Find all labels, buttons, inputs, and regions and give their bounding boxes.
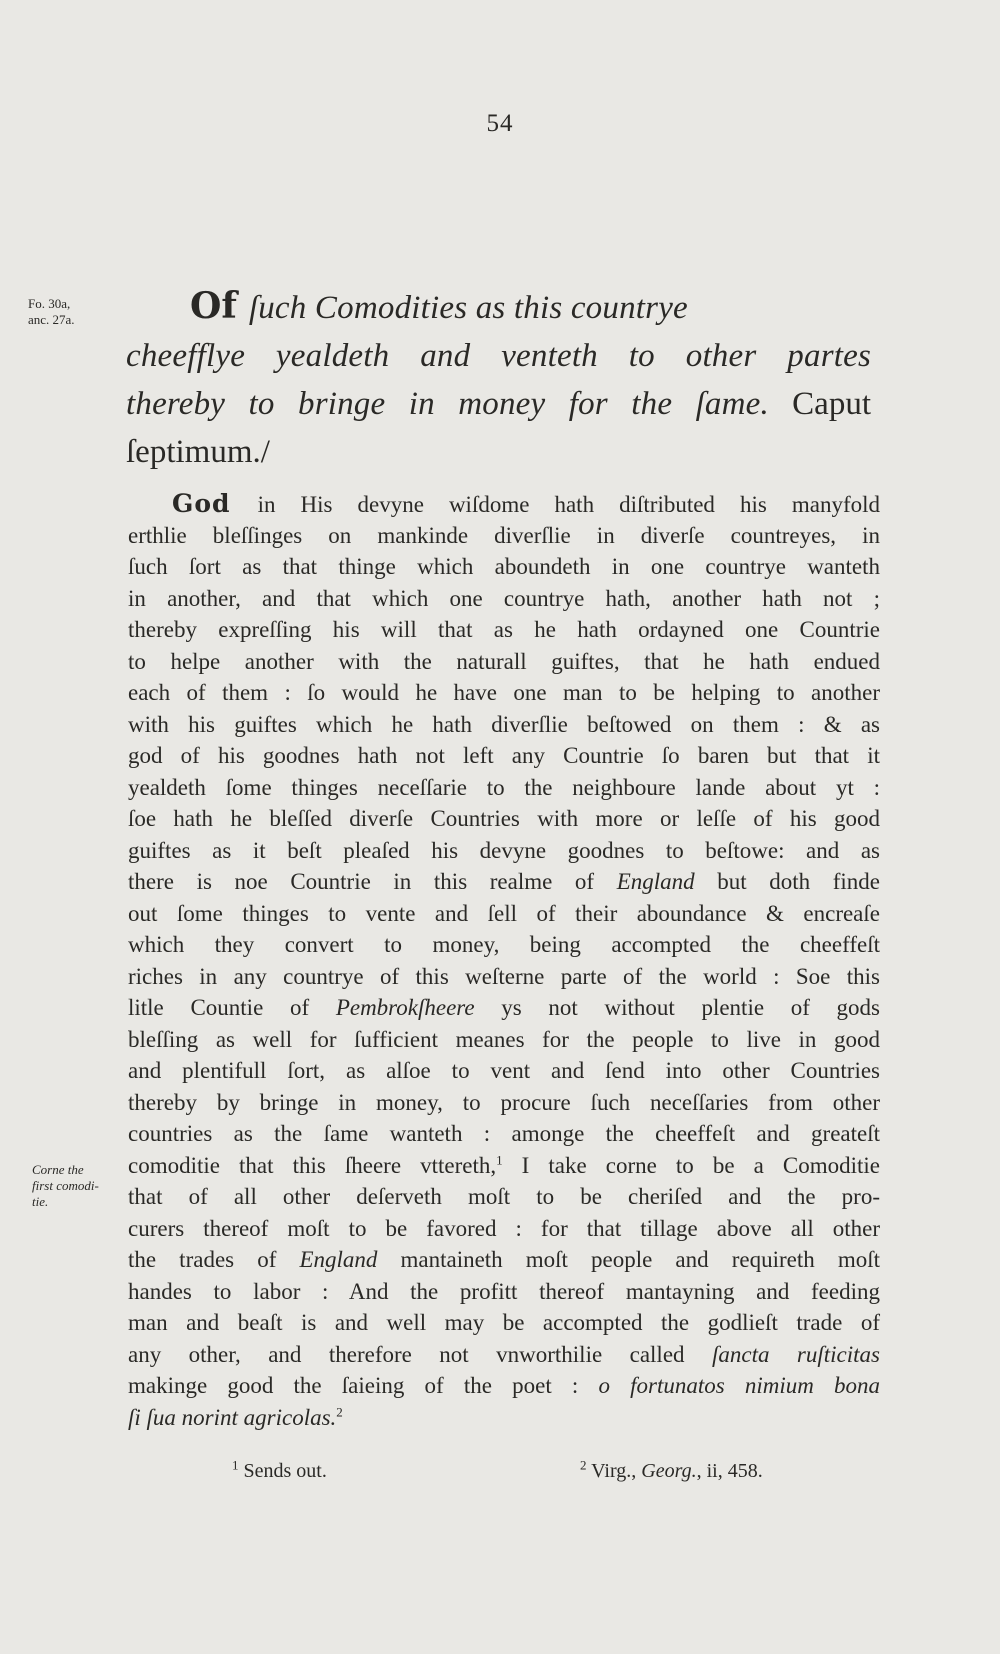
- footnote-2: $^2$ Virg., Georg., ii, 458.: [580, 1457, 763, 1482]
- text-line: each of them : ſo would he have one man to be helping to another: [128, 680, 880, 705]
- text-line: there is noe Countrie in this realme of England but doth finde: [128, 869, 880, 894]
- heading-text: thereby to bringe in money for the ſame.: [126, 386, 769, 422]
- text-line: curers thereof moſt to be favored : for that tillage above all other: [128, 1215, 880, 1241]
- heading-line-1: [126, 282, 871, 332]
- text-line: makinge good the ſaieing of the poet : o fortunatos nimium bona: [128, 1373, 880, 1398]
- footnote-marker: 1: [496, 1151, 503, 1167]
- text-line: out ſome thinges to vente and ſell of their aboundance & encreaſe: [128, 900, 880, 926]
- text-line: bleſſing as well for ſufficient meanes for the people to live in good: [128, 1026, 880, 1052]
- place-name: England: [616, 869, 695, 894]
- text-line: which they convert to money, being accompted the cheeffeſt: [128, 932, 880, 957]
- chapter-heading: [126, 282, 871, 476]
- text-line: comoditie that this ſheere vttereth,$^1$ I take corne to be a Comoditie: [128, 1151, 880, 1178]
- heading-line-3: [126, 380, 871, 428]
- text-line: the trades of England mantaineth moſt people and requireth moſt: [128, 1247, 881, 1272]
- text-line: thereby expreſſing his will that as he hath ordayned one Countrie: [128, 617, 880, 642]
- latin-quotation: o fortunatos nimium bona: [598, 1373, 880, 1398]
- text-line: with his guiftes which he hath diverſlie beſtowed on them : & as: [128, 711, 880, 737]
- text-line: litle Countie of Pembrokſheere ys not without plentie of gods: [128, 995, 881, 1020]
- text-line: God in His devyne wiſdome hath diſtributed his manyfold: [172, 489, 881, 518]
- text-line: to helpe another with the naturall guiftes, that he hath endued: [128, 648, 880, 674]
- heading-caput: Caput: [792, 386, 871, 422]
- latin-phrase: ſancta ruſticitas: [711, 1341, 880, 1367]
- heading-line-4: [126, 428, 871, 476]
- folio-reference-line: anc. 27a.: [28, 312, 75, 327]
- text-line: [128, 1402, 880, 1434]
- text-line: any other, and therefore not vnworthilie called ſancta ruſticitas: [128, 1341, 880, 1367]
- footnote-number: 1: [232, 1457, 239, 1473]
- latin-quotation: ſi ſua norint agricolas.: [128, 1404, 337, 1430]
- text-line: riches in any countrye of this weſterne parte of the world : Soe this: [128, 963, 880, 989]
- text-line: man and beaſt is and well may be accompted the godlieſt trade of: [128, 1310, 880, 1335]
- footnote-number: 2: [580, 1457, 587, 1473]
- footnote-text: Sends out.: [243, 1460, 327, 1482]
- heading-text: ſeptimum./: [126, 434, 270, 470]
- footnote-marker: 2: [336, 1403, 343, 1419]
- text-line: yealdeth ſome thinges neceſſarie to the neighboure lande about yt :: [128, 774, 880, 800]
- text-line: erthlie bleſſinges on mankinde diverſlie in diverſe countreyes, in: [128, 522, 880, 548]
- heading-text: ſuch Comodities as this countrye: [248, 290, 688, 326]
- text-line: and plentifull ſort, as alſoe to vent and ſend into other Countries: [128, 1058, 880, 1083]
- page-number: 54: [486, 110, 514, 137]
- folio-reference-line: Fo. 30a,: [28, 296, 71, 311]
- text-line: handes to labor : And the profitt thereof mantayning and feeding: [128, 1278, 880, 1304]
- folio-reference: [28, 296, 75, 328]
- marginal-note: Corne the first comodi- tie.: [32, 1162, 99, 1209]
- place-name: England: [299, 1247, 378, 1272]
- body-paragraph: [128, 488, 880, 1433]
- text-line: guiftes as it beſt pleaſed his devyne goodnes to beſtowe: and as: [128, 837, 880, 863]
- text-line: in another, and that which one countrye hath, another hath not ;: [128, 585, 880, 611]
- text-line: that of all other deſerveth moſt to be cheriſed and the pro-: [128, 1184, 880, 1209]
- text-line: ſoe hath he bleſſed diverſe Countries with more or leſſe of his good: [128, 806, 880, 831]
- work-title: Georg.: [641, 1460, 697, 1482]
- text-line: ſuch ſort as that thinge which aboundeth in one countrye wanteth: [128, 554, 880, 579]
- heading-text: cheefflye yealdeth and venteth to other partes: [126, 338, 871, 374]
- heading-line-2: [126, 332, 871, 380]
- text-line: god of his goodnes hath not left any Countrie ſo baren but that it: [128, 743, 880, 768]
- text-line: countries as the ſame wanteth : amonge the cheeffeſt and greateſt: [128, 1121, 880, 1146]
- footnote-1: [232, 1457, 327, 1483]
- text-line: thereby by bringe in money, to procure ſuch neceſſaries from other: [128, 1089, 880, 1115]
- blackletter-opening-word: God: [172, 489, 231, 518]
- place-name: Pembrokſheere: [335, 995, 475, 1020]
- heading-blackletter-initial: Of: [190, 285, 237, 327]
